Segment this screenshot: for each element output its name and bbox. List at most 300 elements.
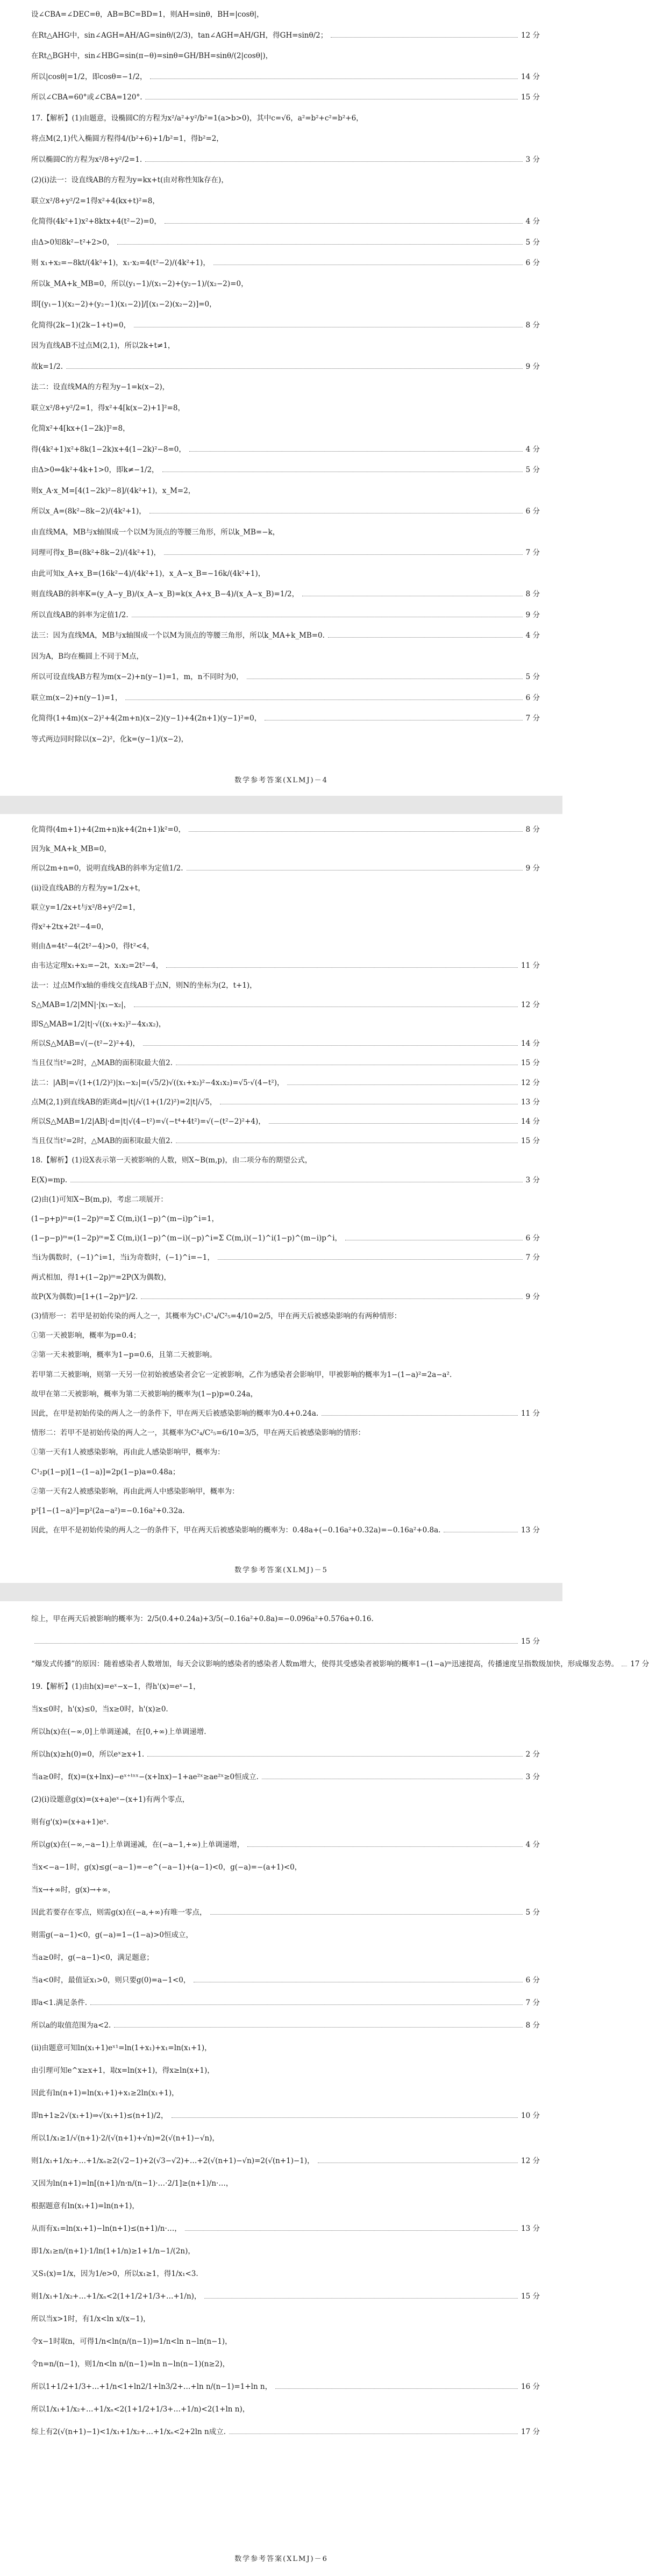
answer-text: 设∠CBA=∠DEC=θ，AB=BC=BD=1，则AH=sinθ，BH=|cosθ|， xyxy=(31,10,264,19)
answer-text: ②第一天有2人被感染影响，再由此两人中感染影响甲，概率为： xyxy=(31,1487,239,1496)
answer-text: 在Rt△AHG中，sin∠AGH=AH/AG=sinθ/(2/3)，tan∠AGH=AH/GH，得GH=sinθ/2； xyxy=(31,31,328,40)
score-points: 15 分 xyxy=(521,93,540,102)
dot-leader xyxy=(287,1084,518,1085)
answer-line xyxy=(31,961,540,971)
dot-leader xyxy=(189,831,523,832)
answer-line xyxy=(31,424,540,433)
answer-text: ①第一天被影响，概率为p=0.4； xyxy=(31,1331,141,1340)
answer-text: 同理可得x_B=(8k²+8k−2)/(4k²+1)， xyxy=(31,548,161,557)
dot-leader xyxy=(66,368,523,369)
answer-text: (1−p−p)ᵐ=(1−2p)ᵐ=Σ C(m,i)(1−p)^(m−i)(−p)^i=Σ C(m,i)(−1)^i(1−p)^(m−i)p^i， xyxy=(31,1234,343,1243)
answer-text: 当a≥0时，g(−a−1)<0，满足题意； xyxy=(31,1953,154,1962)
answer-line xyxy=(31,2269,540,2279)
page-footer: 数学参考答案(XLMJ)－5 xyxy=(234,1566,328,1574)
answer-line xyxy=(31,382,540,392)
answer-line xyxy=(31,734,540,744)
answer-text: 所以x_A=(8k²−8k−2)/(4k²+1)， xyxy=(31,507,146,516)
answer-text: 当a≥0时，f(x)=(x+lnx)−eˣ⁺ˡⁿˣ−(x+lnx)−1+ae²ˣ≥ae²ˣ≥0恒成立. xyxy=(31,1773,259,1781)
answer-line xyxy=(31,2382,540,2392)
answer-line xyxy=(31,1117,540,1126)
answer-line xyxy=(31,844,540,854)
answer-line xyxy=(31,1750,540,1759)
answer-line xyxy=(31,1487,540,1496)
answer-text: 在Rt△BGH中，sin∠HBG=sin(π−θ)=sinθ=GH/BH=sinθ/(2|cosθ|)， xyxy=(31,52,273,60)
answer-text: 联立y=1/2x+t与x²/8+y²/2=1， xyxy=(31,903,140,912)
score-points: 2 分 xyxy=(525,1750,540,1759)
answer-text: (ⅱ)设直线AB的方程为y=1/2x+t， xyxy=(31,883,145,893)
answer-text: 故甲在第二天被影响，概率为第二天被影响的概率为(1−p)p=0.24a， xyxy=(31,1389,258,1398)
answer-line xyxy=(31,883,540,893)
answer-line xyxy=(31,403,540,413)
score-points: 8 分 xyxy=(525,2021,540,2030)
score-points: 11 分 xyxy=(521,1409,540,1418)
answer-line xyxy=(31,903,540,912)
answer-text: 所以2m+n=0，说明直线AB的斜率为定值1/2. xyxy=(31,864,183,873)
score-points: 12 分 xyxy=(521,31,540,40)
answer-text: 因此有ln(n+1)=ln(x₁+1)+x₁≥2ln(x₁+1)， xyxy=(31,2089,179,2097)
answer-line xyxy=(31,341,540,351)
answer-text: 所以a的取值范围为a<2. xyxy=(31,2021,111,2030)
answer-text: 两式相加，得1+(1−2p)ᵐ=2P(X为偶数)， xyxy=(31,1273,171,1282)
score-points: 9 分 xyxy=(525,864,540,873)
answer-text: 当且仅当t²=2时，△MAB的面积取最大值2. xyxy=(31,1137,173,1146)
answer-line xyxy=(31,1998,540,2008)
answer-line xyxy=(31,1370,540,1380)
score-points: 8 分 xyxy=(525,320,540,330)
answer-line xyxy=(31,175,540,185)
score-points: 3 分 xyxy=(525,155,540,164)
answer-line xyxy=(31,1214,540,1224)
answer-text: 由Δ>0⇔4k²+4k+1>0，即k≠−1/2， xyxy=(31,466,159,474)
answer-line xyxy=(31,72,540,82)
answer-text: 则由Δ=4t²−4(2t²−4)>0，得t²<4， xyxy=(31,942,154,951)
dot-leader xyxy=(117,244,522,245)
answer-line xyxy=(31,1885,540,1895)
score-points: 4 分 xyxy=(525,217,540,226)
answer-text: 所以1/x₁≥1/√(n+1)·2/(√(n+1)+√n)=2(√(n+1)−√n)， xyxy=(31,2134,219,2143)
answer-line xyxy=(31,1409,540,1418)
answer-text: 则1/x₁+1/x₂+…+1/xₙ≥2(√2−1)+2(√3−√2)+…+2(√(n+1)−√n)=2(√(n+1)−1)， xyxy=(31,2157,315,2165)
score-points: 15 分 xyxy=(521,1137,540,1146)
answer-line xyxy=(31,2088,540,2098)
answer-text: 化简得(2k−1)(2k−1+t)=0， xyxy=(31,320,131,330)
dot-leader xyxy=(164,554,523,555)
score-points: 14 分 xyxy=(521,1039,540,1048)
answer-line xyxy=(31,217,540,226)
score-points: 5 分 xyxy=(525,238,540,247)
dot-leader xyxy=(275,2388,518,2389)
answer-line xyxy=(31,1447,540,1457)
answer-text: (2)(ⅰ)设题意g(x)=(x+a)eˣ−(x+1)有两个零点， xyxy=(31,1795,190,1804)
answer-line xyxy=(31,506,540,516)
answer-line xyxy=(31,1506,540,1516)
answer-line xyxy=(31,1637,540,1646)
answer-text: 得x²+2tx+2t²−4=0， xyxy=(31,923,109,931)
page-3 xyxy=(0,1601,649,2576)
answer-text: 所以椭圆C的方程为x²/8+y²/2=1. xyxy=(31,155,142,164)
answer-text: 因为直线AB不过点M(2,1)，所以2k+t≠1， xyxy=(31,341,175,350)
answer-text: 法二：|AB|=√(1+(1/2)²)|x₁−x₂|=(√5/2)√((x₁+x₂)²−4x₁x₂)=√5·√(4−t²)， xyxy=(31,1078,284,1087)
answer-text: 所以当x>1时，有1/x<ln x/(x−1)， xyxy=(31,2315,151,2323)
score-points: 13 分 xyxy=(521,1097,540,1107)
answer-text: 若甲第二天被影响，则第一天另一位初始被感染者会它一定被影响，乙作为感染者会影响甲，甲被影响的概率为1−(1−a)²=2a−a². xyxy=(31,1370,452,1379)
score-points: 9 分 xyxy=(525,610,540,619)
dot-leader xyxy=(185,2230,518,2231)
answer-text: 由引理可知e^x≥x+1，取x=ln(x+1)，得x≥ln(x+1)， xyxy=(31,2066,215,2075)
dot-leader xyxy=(141,1298,522,1299)
answer-line xyxy=(31,981,540,990)
answer-line xyxy=(31,113,540,123)
dot-leader xyxy=(210,1914,523,1915)
score-points: 10 分 xyxy=(521,2111,540,2120)
dot-leader xyxy=(269,1123,518,1124)
answer-line xyxy=(31,1817,540,1827)
answer-text: 即a<1.满足条件. xyxy=(31,1999,88,2007)
answer-line xyxy=(31,465,540,475)
dot-leader xyxy=(204,2298,518,2299)
answer-line xyxy=(31,1614,540,1624)
answer-line xyxy=(31,1682,540,1692)
dot-leader xyxy=(189,451,523,452)
score-points: 4 分 xyxy=(525,445,540,454)
answer-text: 化简得(1+4m)(x−2)²+4(2m+n)(x−2)(y−1)+4(2n+1)(y−1)²=0， xyxy=(31,714,262,723)
score-points: 16 分 xyxy=(521,2382,540,2391)
answer-text: 点M(2,1)到直线AB的距离d=|t|/√(1+(1/2)²)=2|t|/√5， xyxy=(31,1097,217,1107)
dot-leader xyxy=(218,1259,523,1260)
answer-line xyxy=(31,2314,540,2324)
answer-text: 所以∠CBA=60°或∠CBA=120°. xyxy=(31,93,142,102)
answer-line xyxy=(31,1175,540,1185)
answer-line xyxy=(31,672,540,682)
score-points: 9 分 xyxy=(525,1292,540,1301)
answer-line xyxy=(31,1975,540,1985)
score-points: 5 分 xyxy=(525,1908,540,1917)
answer-text: (1−p+p)ᵐ=(1−2p)ᵐ=Σ C(m,i)(1−p)^(m−i)p^i=1， xyxy=(31,1215,219,1223)
answer-line xyxy=(31,922,540,932)
answer-text: 19.【解析】(1)由h(x)=eˣ−x−1，得h'(x)=eˣ−1， xyxy=(31,1682,201,1691)
answer-line xyxy=(31,1428,540,1438)
answer-text: 将点M(2,1)代入椭圆方程得4/(b²+6)+1/b²=1，得b²=2， xyxy=(31,134,224,143)
answer-line xyxy=(31,1155,540,1165)
score-points: 7 分 xyxy=(525,1253,540,1262)
answer-text: 从而有x₁=ln(x₁+1)−ln(n+1)≤(n+1)/n·…， xyxy=(31,2224,182,2233)
score-points: 12 分 xyxy=(521,1078,540,1087)
answer-line xyxy=(31,279,540,289)
answer-line xyxy=(31,258,540,268)
answer-line xyxy=(31,1727,540,1737)
answer-text: S△MAB=1/2|MN|·|x₁−x₂|， xyxy=(31,1000,131,1009)
answer-line xyxy=(31,299,540,309)
answer-text: 联立x²/8+y²/2=1，得x²+4[k(x−2)+1]²=8， xyxy=(31,403,185,412)
answer-line xyxy=(31,2133,540,2143)
answer-text: 则有g'(x)=(x+a+1)eˣ. xyxy=(31,1818,109,1826)
answer-line xyxy=(31,1840,540,1850)
answer-line xyxy=(31,362,540,372)
answer-line xyxy=(31,320,540,330)
answer-text: 所以S△MAB=1/2|AB|·d=|t|√(4−t²)=√(−t⁴+4t²)=√(−(t²−2)²+4)， xyxy=(31,1117,266,1126)
answer-text: ①第一天有1人被感染影响，再由此人感染影响甲，概率为： xyxy=(31,1448,225,1457)
dot-leader xyxy=(165,223,523,224)
answer-text: C¹₂p(1−p)[1−(1−a)]=2p(1−p)a=0.48a； xyxy=(31,1467,180,1476)
score-points: 8 分 xyxy=(525,590,540,598)
answer-line xyxy=(31,2066,540,2075)
answer-line xyxy=(31,1019,540,1029)
answer-line xyxy=(31,2224,540,2234)
answer-line xyxy=(31,1350,540,1360)
answer-line xyxy=(31,610,540,620)
score-points: 7 分 xyxy=(525,548,540,557)
answer-line xyxy=(31,1908,540,1917)
answer-text: 当i为偶数时，(−1)^i=1，当i为奇数时，(−1)^i=−1， xyxy=(31,1253,215,1262)
score-points: 6 分 xyxy=(525,693,540,702)
answer-text: 化简得(4m+1)+4(2m+n)k+4(2n+1)k²=0， xyxy=(31,825,186,834)
answer-line xyxy=(31,2201,540,2211)
answer-text: p²[1−(1−a)²]=p²(2a−a²)=−0.16a²+0.32a. xyxy=(31,1507,185,1515)
score-points: 7 分 xyxy=(525,714,540,723)
answer-text: 所以1+1/2+1/3+…+1/n<1+ln2/1+ln3/2+…+ln n/(n−1)=1+ln n， xyxy=(31,2382,273,2391)
answer-line xyxy=(31,2156,540,2166)
answer-text: 即S△MAB=1/2|t|·√((x₁+x₂)²−4x₁x₂)， xyxy=(31,1020,166,1029)
answer-text: 得(4k²+1)x²+8k(1−2k)x+4(1−2k)²−8=0， xyxy=(31,445,186,454)
answer-text: 令x−1时取n，可得1/n<ln(n/(n−1))⇒1/n<ln n−ln(n−1)， xyxy=(31,2337,232,2346)
score-points: 3 分 xyxy=(525,1175,540,1184)
answer-line xyxy=(31,548,540,558)
answer-text: 所以h(x)在(−∞,0]上单调递减，在[0,+∞)上单调递增. xyxy=(31,1728,206,1736)
answer-text: 因为A，B均在椭圆上不同于M点， xyxy=(31,652,144,661)
answer-line xyxy=(31,1097,540,1107)
answer-text: 所以直线AB的斜率为定值1/2. xyxy=(31,610,129,619)
answer-line xyxy=(31,1659,649,1669)
answer-text: ②第一天未被影响，概率为1−p=0.6，且第二天被影响。 xyxy=(31,1351,217,1360)
answer-text: 又因为ln(n+1)=ln[(n+1)/n·n/(n−1)·…·2/1]≥(n+1)/n·…， xyxy=(31,2179,233,2188)
answer-text: 则 x₁+x₂=−8kt/(4k²+1)，x₁·x₂=4(t²−2)/(4k²+1)， xyxy=(31,259,210,267)
answer-line xyxy=(31,589,540,599)
score-points: 13 分 xyxy=(521,1526,540,1535)
answer-text: 化简得(4k²+1)x²+8ktx+4(t²−2)=0， xyxy=(31,217,161,226)
answer-text: 因此，在甲不是初始传染的两人之一的条件下，甲在两天后被感染影响的概率为：0.48a+(−0.16a²+0.32a)=−0.16a²+0.8a. xyxy=(31,1526,441,1535)
page-footer: 数学参考答案(XLMJ)－6 xyxy=(234,2555,328,2563)
answer-text: 即n+1≥2√(x₁+1)⇒√(x₁+1)≤(n+1)/2， xyxy=(31,2111,168,2120)
answer-text: 所以|cosθ|=1/2，即cosθ=−1/2， xyxy=(31,72,147,81)
dot-leader xyxy=(172,2117,518,2118)
dot-leader xyxy=(114,2027,522,2028)
page-gap-1 xyxy=(0,796,562,814)
answer-line xyxy=(31,2021,540,2030)
score-points: 3 分 xyxy=(525,1773,540,1781)
answer-text: 则1/x₁+1/x₂+…+1/xₙ<2(1+1/2+1/3+…+1/n)， xyxy=(31,2292,202,2301)
page-1 xyxy=(0,0,562,796)
score-points: 7 分 xyxy=(525,1999,540,2007)
score-points: 12 分 xyxy=(521,2157,540,2165)
answer-line xyxy=(31,1863,540,1872)
dot-leader xyxy=(247,1846,523,1847)
answer-text: 则x_A·x_M=[4(1−2k)²−8]/(4k²+1)，x_M=2， xyxy=(31,486,196,495)
page-footer: 数学参考答案(XLMJ)－4 xyxy=(234,776,328,784)
dot-leader xyxy=(322,1415,518,1416)
score-points: 17 分 xyxy=(630,1660,649,1668)
score-points: 8 分 xyxy=(525,825,540,834)
score-points: 14 分 xyxy=(521,1117,540,1126)
answer-text: 所以k_MA+k_MB=0，所以(y₁−1)/(x₁−2)+(y₂−1)/(x₂−2)=0， xyxy=(31,279,248,288)
answer-text: 令n=n/(n−1)，则1/n<ln n/(n−1)=ln n−ln(n−1)(n≥2)， xyxy=(31,2360,230,2368)
answer-line xyxy=(31,92,540,102)
answer-line xyxy=(31,1039,540,1048)
answer-text: E(X)=mp. xyxy=(31,1175,68,1184)
answer-text: 则需g(−a−1)<0，g(−a)=1−(1−a)>0恒成立， xyxy=(31,1931,193,1939)
answer-line xyxy=(31,2043,540,2053)
score-points: 17 分 xyxy=(521,2428,540,2436)
answer-text: 当x<−a−1时，g(x)≤g(−a−1)=−e^(−a−1)+(a−1)<0，g(−a)=−(a+1)<0， xyxy=(31,1863,302,1872)
answer-text: 法三：因为直线MA，MB与x轴围成一个以M为顶点的等腰三角形，所以k_MA+k_MB=0. xyxy=(31,631,325,640)
answer-line xyxy=(31,1195,540,1204)
score-points: 15 分 xyxy=(521,1637,540,1646)
answer-text: 即1/x₁≥n/(n+1)·1/ln(1+1/n)≥1+1/n−1/(2n)， xyxy=(31,2247,195,2256)
answer-text: 由直线MA，MB与x轴围成一个以M为顶点的等腰三角形，所以k_MB=−k， xyxy=(31,527,280,537)
answer-line xyxy=(31,155,540,165)
answer-text: 所以h(x)≥h(0)=0，所以eˣ≥x+1. xyxy=(31,1750,145,1759)
answer-text: 故k=1/2. xyxy=(31,362,63,371)
answer-text: 由Δ>0知8k²−t²+2>0， xyxy=(31,238,115,247)
answer-line xyxy=(31,1078,540,1088)
score-points: 4 分 xyxy=(525,1840,540,1849)
page-2 xyxy=(0,814,562,1583)
answer-line xyxy=(31,445,540,454)
answer-text: 当a<0时，最值证x₁>0，则只要g(0)=a−1<0， xyxy=(31,1976,191,1985)
answer-line xyxy=(31,2179,540,2188)
answer-text: 所以1/x₁+1/x₂+…+1/xₙ<2(1+1/2+1/3+…+1/n)<2(1+ln n)， xyxy=(31,2405,250,2414)
answer-text: 等式两边同时除以(x−2)²，化k=(y−1)/(x−2)， xyxy=(31,734,189,744)
answer-text: 因为k_MA+k_MB=0， xyxy=(31,845,111,854)
answer-line xyxy=(31,1253,540,1262)
answer-line xyxy=(31,1525,540,1535)
score-points: 6 分 xyxy=(525,507,540,516)
score-points: 4 分 xyxy=(525,631,540,640)
answer-text: 联立x²/8+y²/2=1得x²+4(kx+t)²=8， xyxy=(31,196,160,205)
answer-text: 所以S△MAB=√(−(t²−2)²+4)， xyxy=(31,1039,140,1048)
score-points: 5 分 xyxy=(525,466,540,474)
dot-leader xyxy=(166,967,518,968)
answer-line xyxy=(31,1795,540,1804)
answer-line xyxy=(31,941,540,951)
score-points: 15 分 xyxy=(521,2292,540,2301)
answer-line xyxy=(31,569,540,579)
answer-line xyxy=(31,527,540,537)
answer-text: 根据题意有ln(x₁+1)=ln(n+1)， xyxy=(31,2202,139,2210)
answer-text: (ⅱ)由题意可知ln(x₁+1)eˣ¹=ln(1+x₁)+x₁=ln(x₁+1)， xyxy=(31,2044,212,2052)
answer-text: 综上，甲在两天后被影响的概率为：2/5(0.4+0.24a)+3/5(−0.16a²+0.8a)=−0.096a²+0.576a+0.16. xyxy=(31,1615,374,1623)
answer-text: 情形二：若甲不是初始传染的两人之一，其概率为C²₄/C²₅=6/10=3/5，甲在两天后被感染影响的情形： xyxy=(31,1429,366,1438)
answer-line xyxy=(31,2292,540,2301)
dot-leader xyxy=(328,637,523,638)
answer-line xyxy=(31,1930,540,1940)
answer-line xyxy=(31,825,540,834)
answer-line xyxy=(31,693,540,703)
answer-text: 即[(y₁−1)(x₂−2)+(y₂−1)(x₁−2)]/[(x₁−2)(x₂−2)]=0， xyxy=(31,300,217,309)
answer-line xyxy=(31,2427,540,2437)
answer-line xyxy=(31,10,540,19)
answer-line xyxy=(31,486,540,496)
answer-line xyxy=(31,1233,540,1243)
score-points: 6 分 xyxy=(525,259,540,267)
answer-line xyxy=(31,1331,540,1340)
answer-text: 故P(X为偶数)=[1+(1−2p)ᵐ]/2. xyxy=(31,1292,138,1301)
score-points: 13 分 xyxy=(521,2224,540,2233)
answer-line xyxy=(31,1953,540,1963)
answer-line xyxy=(31,196,540,206)
answer-line xyxy=(31,1292,540,1302)
answer-line xyxy=(31,31,540,40)
answer-line xyxy=(31,134,540,144)
answer-line xyxy=(31,1058,540,1068)
answer-line xyxy=(31,864,540,873)
answer-text: 因此若要存在零点，则需g(x)在(−a,+∞)有唯一零点， xyxy=(31,1908,207,1917)
answer-line xyxy=(31,1136,540,1146)
answer-line xyxy=(31,1389,540,1399)
answer-line xyxy=(31,713,540,723)
answer-text: 当x→+∞时，g(x)→+∞， xyxy=(31,1886,116,1894)
answer-line xyxy=(31,1704,540,1714)
answer-text: 当且仅当t²=2时，△MAB的面积取最大值2. xyxy=(31,1059,173,1068)
answer-text: 则直线AB的斜率K=(y_A−y_B)/(x_A−x_B)=k(x_A+x_B−4)/(x_A−x_B)=1/2， xyxy=(31,590,299,598)
answer-line xyxy=(31,2337,540,2346)
dot-leader xyxy=(143,1045,518,1046)
answer-line xyxy=(31,652,540,661)
answer-text: 所以g(x)在(−∞,−a−1)上单调递减，在(−a−1,+∞)上单调递增， xyxy=(31,1840,245,1849)
answer-line xyxy=(31,2359,540,2369)
answer-text: 因此，在甲是初始传染的两人之一的条件下，甲在两天后被感染影响的概率为0.4+0.24a. xyxy=(31,1409,319,1418)
score-points: 12 分 xyxy=(521,1000,540,1009)
answer-text: 由此可知x_A+x_B=(16k²−4)/(4k²+1)，x_A−x_B=−16k/(4k²+1)， xyxy=(31,569,266,578)
dot-leader xyxy=(145,161,522,162)
answer-text: 当x≤0时，h'(x)≤0，当x≥0时，h'(x)≥0. xyxy=(31,1705,168,1714)
answer-line xyxy=(31,2246,540,2256)
answer-text: 17.【解析】(1)由题意，设椭圆C的方程为x²/a²+y²/b²=1(a>b>0)，其中c=√6，a²=b²+c²=b²+6， xyxy=(31,113,363,123)
answer-text: 18.【解析】(1)设X表示第一天被影响的人数，则X~B(m,p)，由二项分布的期望公式， xyxy=(31,1156,312,1165)
answer-line xyxy=(31,51,540,61)
answer-text: 综上有2(√(n+1)−1)<1/x₁+1/x₂+…+1/xₙ<2+2ln n成立. xyxy=(31,2428,226,2436)
answer-line xyxy=(31,1000,540,1010)
answer-text: “爆发式传播”的原因：随着感染者人数增加，每天会议影响的感染者的感染者人数m增大，使得其受感染者被影响的概率1−(1−a)ᵐ迅速提高，传播速度呈指数级加快，形成爆发态势。 xyxy=(31,1660,619,1668)
answer-text: 由韦达定理x₁+x₂=−2t，x₁x₂=2t²−4， xyxy=(31,961,163,971)
answer-line xyxy=(31,1311,540,1321)
answer-text: 化简x²+4[kx+(1−2k)]²=8， xyxy=(31,424,130,433)
answer-text: 所以可设直线AB方程为m(x−2)+n(y−1)=1，m，n不同时为0， xyxy=(31,673,244,681)
answer-line xyxy=(31,1772,540,1782)
answer-text: (3)情形一：若甲是初始传染的两人之一，其概率为C¹₁C¹₄/C²₅=4/10=2/5，甲在两天后被感染影响的有两种情形： xyxy=(31,1312,402,1321)
answer-line xyxy=(31,631,540,640)
answer-line xyxy=(31,1467,540,1477)
answer-text: 联立m(x−2)+n(y−1)=1， xyxy=(31,693,123,702)
answer-text: (2)(ⅰ)法一：设直线AB的方程为y=kx+t(由对称性知k存在)， xyxy=(31,176,229,184)
dot-leader xyxy=(90,2004,523,2005)
page-gap-2 xyxy=(0,1583,562,1601)
score-points: 5 分 xyxy=(525,673,540,681)
dot-leader xyxy=(331,37,518,38)
answer-text: 法二：设直线MA的方程为y−1=k(x−2)， xyxy=(31,383,170,391)
answer-text: 又S₁(x)=1/x，因为1/e>0，所以x₁≥1，得1/x₁<3. xyxy=(31,2270,198,2278)
score-points: 11 分 xyxy=(521,961,540,971)
dot-leader xyxy=(147,1756,522,1757)
answer-text: (2)由(1)可知X~B(m,p)，考虑二项展开： xyxy=(31,1195,168,1204)
score-points: 6 分 xyxy=(525,1976,540,1985)
score-points: 14 分 xyxy=(521,72,540,81)
score-points: 6 分 xyxy=(525,1234,540,1243)
score-points: 15 分 xyxy=(521,1059,540,1068)
answer-text: 法一：过点M作x轴的垂线交直线AB于点N，则N的坐标为(2，t+1)， xyxy=(31,981,257,990)
answer-line xyxy=(31,238,540,247)
answer-line xyxy=(31,1273,540,1282)
dot-leader xyxy=(34,1643,518,1644)
